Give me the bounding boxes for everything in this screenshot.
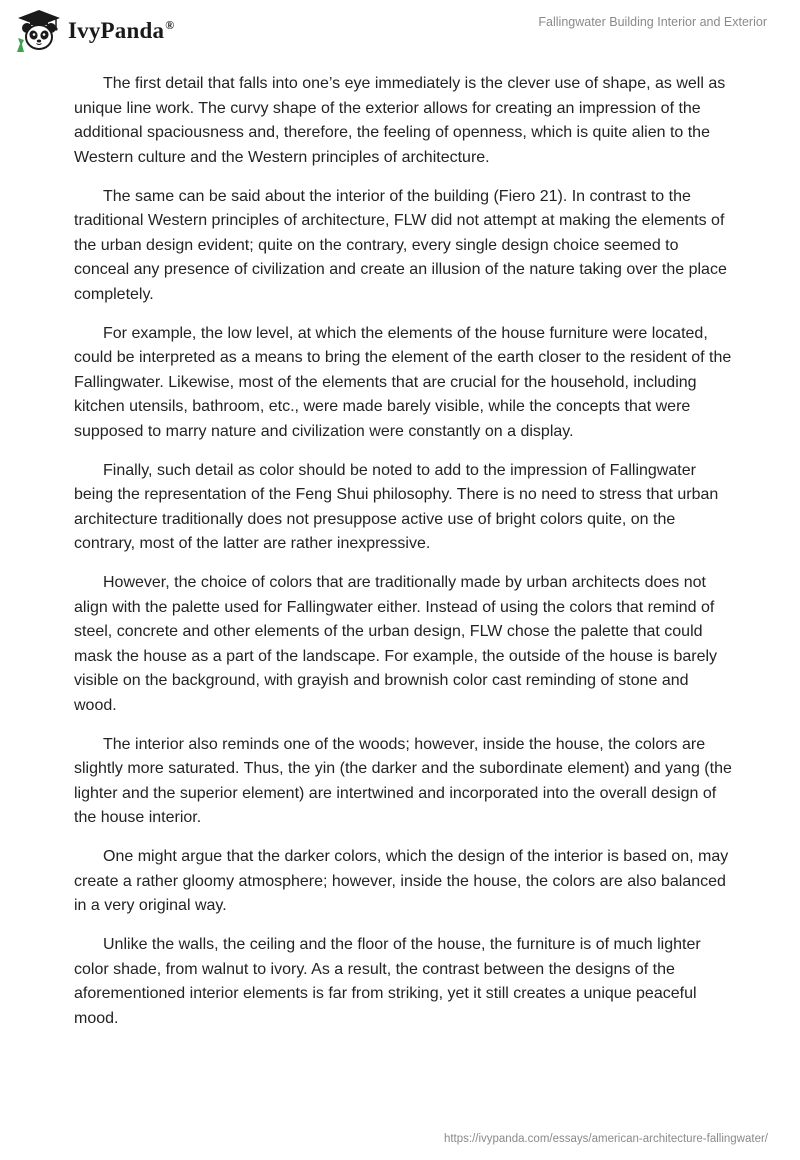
paragraph-5: However, the choice of colors that are traditionally made by urban architects does not align with the palette used for Fallingwater either. Instead of using the colors that remind of steel, concrete and other elements of the urban design, FLW chose the palette that could mask the house as a part of the landscape. For example, the outside of the house is barely visible on the background, with grayish and brownish color cast reminding of stone and wood. [74,574,718,714]
paragraph-4: Finally, such detail as color should be noted to add to the impression of Fallingwater being the representation of the Feng Shui philosophy. There is no need to stress that urban architecture traditionally does not presuppose active use of bright colors quite, on the contrary, most of the latter are rather inexpressive. [74,461,719,552]
ivypanda-logo[interactable] [14,8,174,54]
paragraph-7: One might argue that the darker colors, which the design of the interior is based on, may create a rather gloomy atmosphere; however, inside the house, the colors are also balanced in a very original way. [74,848,729,914]
paragraph-3: For example, the low level, at which the elements of the house furniture were located, could be interpreted as a means to bring the element of the earth closer to the resident of the Fallingwater. Likewise, most of the elements that are crucial for the household, including kitchen utensils, bathroom, etc., were made barely visible, while the concepts that were supposed to marry nature and civilization were constantly on a display. [74,324,732,440]
paragraph-1: The first detail that falls into one’s eye immediately is the clever use of shape, as well as unique line work. The curvy shape of the exterior allows for creating an impression of the additional spaciousness and, therefore, the feeling of openness, which is quite alien to the Western culture and the Western principles of architecture. [74,75,726,166]
registered-mark: ® [165,18,175,33]
essay-body [74,72,734,1046]
paragraph-8: Unlike the walls, the ceiling and the floor of the house, the furniture is of much lighter color shade, from walnut to ivory. As a result, the contrast between the designs of the aforementioned interior elements is far from striking, yet it still creates a unique peaceful mood. [74,936,701,1027]
paragraph-2: The same can be said about the interior of the building (Fiero 21). In contrast to the traditional Western principles of architecture, FLW did not attempt at making the elements of the urban design evident; quite on the contrary, every single design choice seemed to conceal any presence of civilization and create an illusion of the nature taking over the place completely. [74,187,727,303]
brand-name: IvyPanda® [68,18,175,43]
page-header [0,0,800,60]
document-title: Fallingwater Building Interior and Exterior [538,15,767,29]
paragraph-6: The interior also reminds one of the woods; however, inside the house, the colors are slightly more saturated. Thus, the yin (the darker and the subordinate element) and yang (the lighter and the superior element) are intertwined and incorporated into the overall design of the house interior. [74,735,732,826]
source-url-link[interactable]: https://ivypanda.com/essays/american-architecture-fallingwater/ [443,1133,768,1145]
panda-graduate-icon [14,8,64,54]
